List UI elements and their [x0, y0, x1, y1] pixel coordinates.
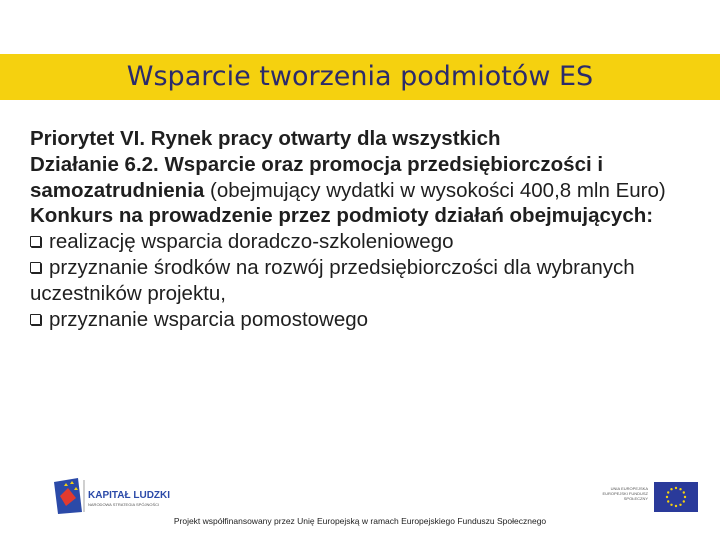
slide-title: Wsparcie tworzenia podmiotów ES: [126, 61, 594, 92]
checkbox-bullet-icon: [30, 236, 41, 247]
bullet-item: przyznanie wsparcia pomostowego: [30, 307, 702, 333]
bullet-item: realizację wsparcia doradczo-szkoleniowego: [30, 229, 702, 255]
line-priority: Priorytet VI. Rynek pracy otwarty dla wszystkich: [30, 127, 501, 150]
line-action: Działanie 6.2. Wsparcie oraz promocja przedsiębiorczości i samozatrudnienia (obejmujący wydatki w wysokości 400,8 mln Euro): [30, 152, 666, 202]
checkbox-bullet-icon: [30, 314, 41, 325]
line-contest: Konkurs na prowadzenie przez podmioty działań obejmujących:: [30, 204, 654, 228]
kapital-ludzki-logo: [52, 476, 222, 516]
svg-text:KAPITAŁ LUDZKI: KAPITAŁ LUDZKI: [88, 490, 171, 501]
svg-text:NARODOWA STRATEGIA SPÓJNOŚCI: NARODOWA STRATEGIA SPÓJNOŚCI: [88, 502, 160, 507]
checkbox-bullet-icon: [30, 262, 41, 273]
eu-flag-icon: [654, 482, 698, 512]
slide-content: [30, 126, 702, 332]
eu-logo-text: UNIA EUROPEJSKA EUROPEJSKI FUNDUSZ SPOŁECZNY: [602, 486, 648, 501]
bullet-item: przyznanie środków na rozwój przedsiębiorczości dla wybranych uczestników projektu,: [30, 255, 635, 305]
eu-logo: [600, 482, 698, 514]
cofinancing-note: Projekt współfinansowany przez Unię Europejską w ramach Europejskiego Funduszu Społecznego: [173, 516, 547, 526]
